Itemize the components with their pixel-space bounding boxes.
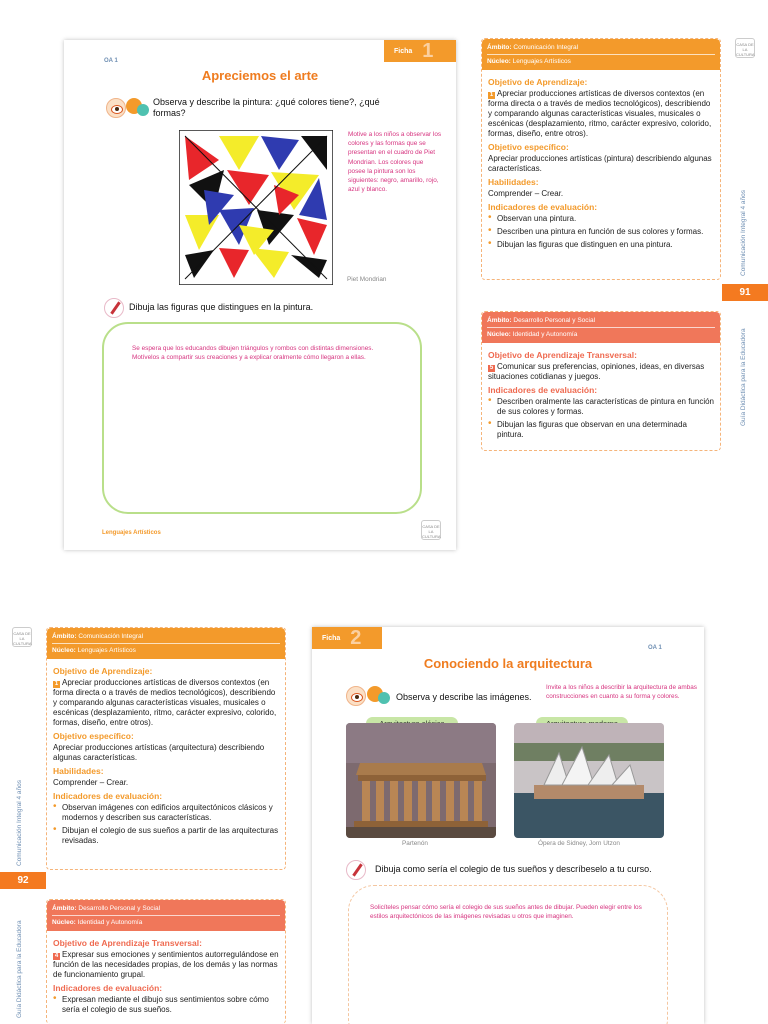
caption-parthenon: Partenón: [402, 840, 428, 847]
ambito-label: Ámbito:: [487, 317, 512, 324]
publisher-logo: [421, 520, 441, 540]
listen-icon: [378, 692, 390, 704]
nucleo-label: Núcleo:: [487, 58, 511, 65]
ambito-label: Ámbito:: [487, 44, 512, 51]
curriculum-panel-3: [46, 627, 286, 870]
pencil-draw-icon: [346, 860, 366, 880]
curriculum-panel-1: [481, 38, 721, 280]
habilidades-heading: Habilidades:: [488, 177, 539, 187]
instruction-observe: Observa y describe las imágenes.: [396, 692, 532, 702]
list-item: • Observan imágenes con edificios arquitectónicos clásicos y modernos y describen sus características.: [53, 803, 279, 823]
instruction-observe: Observa y describe la pintura: ¿qué colores tiene?, ¿qué formas?: [153, 97, 380, 118]
indicadores-heading: Indicadores de evaluación:: [53, 791, 163, 801]
side-text-subject: Comunicación Integral 4 años: [16, 780, 23, 866]
side-text-subject: Comunicación Integral 4 años: [740, 190, 747, 276]
curriculum-panel-4: [46, 899, 286, 1024]
eye-icon: [346, 686, 366, 706]
listen-icon: [137, 104, 149, 116]
ambito-value: Desarrollo Personal y Social: [78, 905, 161, 912]
caption-sydney-opera: Ópera de Sidney, Jorn Utzon: [538, 840, 620, 847]
indicator-list: [488, 214, 714, 250]
oe-text: Apreciar producciones artísticas (pintura) describiendo algunas características.: [488, 154, 712, 173]
panel-header: [482, 312, 720, 343]
ambito-value: Comunicación Integral: [513, 44, 579, 51]
nucleo-value: Identidad y Autonomía: [512, 331, 578, 338]
sheet-title: Conociendo la arquitectura: [423, 656, 593, 671]
ficha-number: 2: [350, 627, 362, 649]
indicator-list: [488, 397, 714, 440]
panel-header: [47, 628, 285, 659]
oat-number: 5: [489, 365, 494, 371]
nucleo-label: Núcleo:: [52, 647, 76, 654]
oe-text: Apreciar producciones artísticas (arquitectura) describiendo algunas características.: [53, 743, 265, 762]
ficha-2-sheet: [312, 627, 704, 1024]
nucleo-label: Núcleo:: [487, 331, 511, 338]
oa-label: OA 1: [648, 645, 662, 651]
list-item: • Expresan mediante el dibujo sus sentimientos sobre cómo sería el colegio de sus sueños.: [53, 995, 279, 1015]
logo-text: CASA DE LA CULTURA: [422, 524, 441, 539]
ficha-label: Ficha: [322, 634, 341, 642]
oa-heading: Objetivo de Aprendizaje:: [53, 666, 153, 676]
side-text-guide: Guía Didáctica para la Educadora: [16, 920, 23, 1018]
oat-text: [53, 950, 279, 980]
curriculum-panel-2: [481, 311, 721, 451]
pencil-draw-icon: [104, 298, 124, 318]
oat-text: [488, 362, 714, 382]
ficha-1-sheet: [64, 40, 456, 550]
ambito-value: Comunicación Integral: [78, 633, 144, 640]
mondrian-painting: [179, 130, 333, 285]
eye-icon: [106, 98, 126, 118]
indicadores-heading: Indicadores de evaluación:: [53, 983, 163, 993]
nucleo-value: Lenguajes Artísticos: [512, 58, 571, 65]
oat-number: 4: [54, 953, 59, 959]
list-item: • Describen una pintura en función de sus colores y formas.: [488, 227, 714, 237]
oa-description: Apreciar producciones artísticas de diversos contextos (en forma directa o a través de medios tecnológicos), describiendo y comparando algunas características visuales, musicales o escénicas (desplazamiento, ritmo, carácter expresivo, colorido, formas, diseño, entre otros).: [488, 89, 712, 138]
logo-text: CASA DE LA CULTURA: [13, 631, 32, 646]
page-number: 91: [722, 284, 768, 301]
indicator-list: [53, 803, 279, 846]
habilidades-text: Comprender – Crear.: [53, 778, 129, 787]
list-item: • Dibujan el colegio de sus sueños a partir de las arquitecturas revisadas.: [53, 826, 279, 846]
sydney-opera-photo: [514, 723, 664, 838]
sheet-title: Apreciemos el arte: [201, 68, 319, 83]
nucleo-label: Núcleo:: [52, 919, 76, 926]
ambito-label: Ámbito:: [52, 905, 77, 912]
panel-header: [47, 900, 285, 931]
logo-text: CASA DE LA CULTURA: [736, 42, 755, 57]
panel-header: [482, 39, 720, 70]
oa-label: OA 1: [104, 58, 118, 64]
habilidades-text: Comprender – Crear.: [488, 189, 564, 198]
ambito-value: Desarrollo Personal y Social: [513, 317, 596, 324]
nucleo-value: Lenguajes Artísticos: [77, 647, 136, 654]
teacher-note-images: Invite a los niños a describir la arquitectura de ambas construcciones en cuanto a su forma y colores.: [546, 684, 697, 701]
teacher-note-drawing: Se espera que los educandos dibujen triángulos y rombos con distintas dimensiones. Motívelos a compartir sus creaciones y a explicar oralmente cómo llegaron a ellas.: [132, 345, 374, 362]
nucleo-value: Identidad y Autonomía: [77, 919, 143, 926]
side-text-guide: Guía Didáctica para la Educadora: [740, 328, 747, 426]
publisher-logo-left: [12, 627, 32, 647]
oe-heading: Objetivo específico:: [488, 142, 569, 152]
indicadores-heading: Indicadores de evaluación:: [488, 385, 598, 395]
ficha-number: 1: [422, 40, 434, 62]
painting-caption: Piet Mondrian: [347, 276, 387, 283]
list-item: • Observan una pintura.: [488, 214, 714, 224]
ficha-label: Ficha: [394, 47, 413, 55]
oat-description: Comunicar sus preferencias, opiniones, ideas, en diversas situaciones cotidianas y juegos.: [488, 362, 705, 381]
list-item: • Dibujan las figuras que distinguen en una pintura.: [488, 240, 714, 250]
instruction-draw: Dibuja como sería el colegio de tus sueños y descríbeselo a tu curso.: [375, 864, 652, 874]
instruction-draw: Dibuja las figuras que distingues en la pintura.: [129, 302, 314, 312]
teacher-note-drawing: Solicíteles pensar cómo sería el colegio de sus sueños antes de dibujar. Pueden elegir entre los estilos arquitectónicos de las imágenes revisadas u otros que imaginen.: [370, 904, 642, 921]
oa-number: 1: [489, 92, 494, 98]
oa-number: 1: [54, 681, 59, 687]
footer-label: Lenguajes Artísticos: [102, 530, 161, 536]
list-item: • Describen oralmente las características de pintura en función de sus colores y formas.: [488, 397, 714, 417]
publisher-logo-right: [735, 38, 755, 58]
oe-heading: Objetivo específico:: [53, 731, 134, 741]
ficha-tab: [384, 40, 456, 62]
oat-heading: Objetivo de Aprendizaje Transversal:: [488, 350, 637, 360]
oa-description: Apreciar producciones artísticas de diversos contextos (en forma directa o a través de medios tecnológicos), describiendo y comparando algunas características visuales, musicales o escénicas (desplazamiento, ritmo, carácter expresivo, colorido, formas, diseño, entre otros).: [53, 678, 277, 727]
oa-heading: Objetivo de Aprendizaje:: [488, 77, 588, 87]
oat-heading: Objetivo de Aprendizaje Transversal:: [53, 938, 202, 948]
page-number: 92: [0, 872, 46, 889]
indicadores-heading: Indicadores de evaluación:: [488, 202, 598, 212]
indicator-list: [53, 995, 279, 1015]
list-item: • Dibujan las figuras que observan en una determinada pintura.: [488, 420, 714, 440]
teacher-note-painting: Motive a los niños a observar los colores y las formas que se presentan en el cuadro de Piet Mondrian. Los colores que posee la pintura son los siguientes: negro, amarillo, rojo, azul y blanco.: [348, 131, 442, 194]
oa-text: [488, 89, 714, 139]
parthenon-photo: [346, 723, 496, 838]
oat-description: Expresar sus emociones y sentimientos autorregulándose en función de las necesidades propias, de los demás y las normas de funcionamiento grupal.: [53, 950, 279, 979]
habilidades-heading: Habilidades:: [53, 766, 104, 776]
ambito-label: Ámbito:: [52, 633, 77, 640]
oa-text: [53, 678, 279, 728]
ficha-tab: [312, 627, 382, 649]
